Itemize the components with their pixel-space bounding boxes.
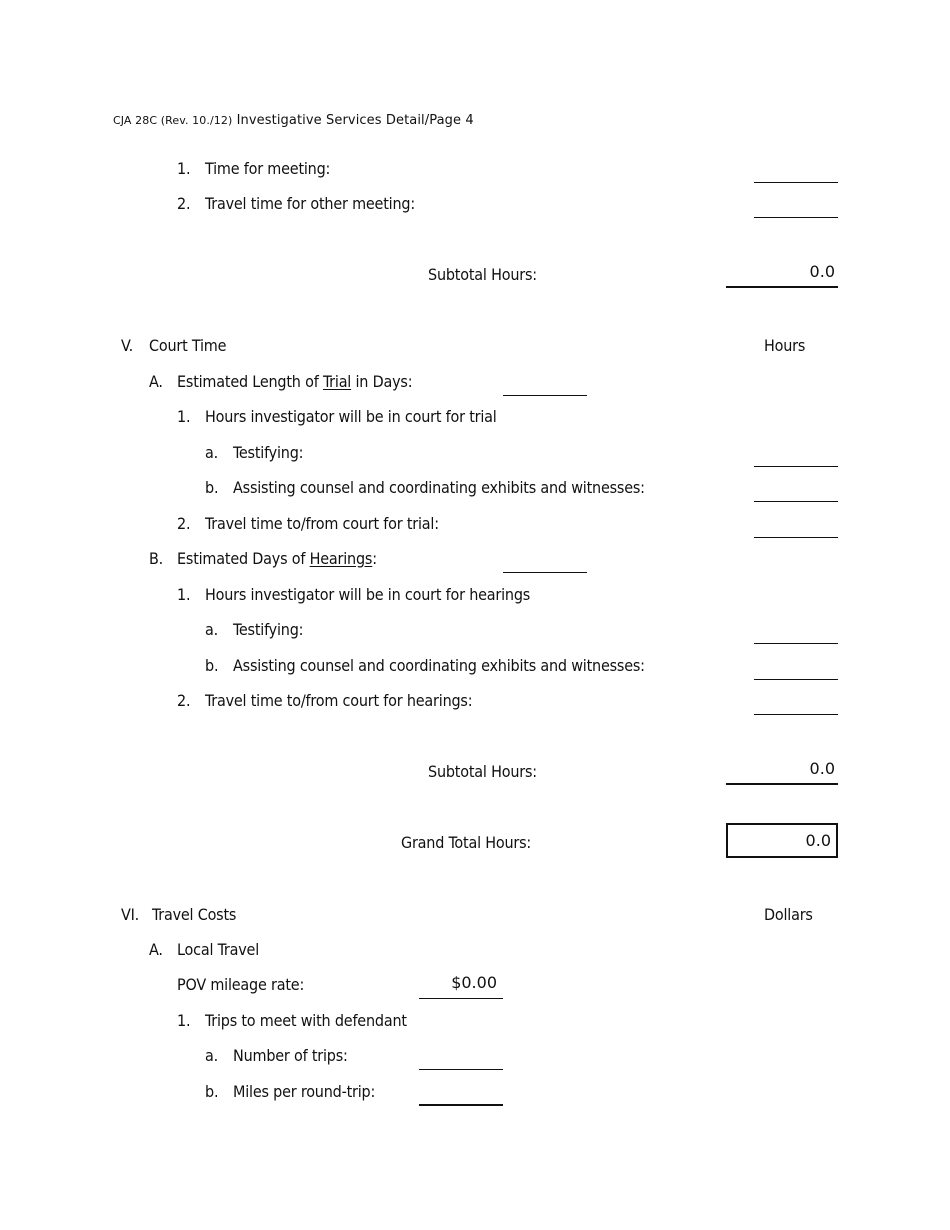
hearings-days-label <box>177 549 377 569</box>
trial-travel-field[interactable] <box>754 537 838 538</box>
hearings-travel-field[interactable] <box>754 714 838 715</box>
page-title: Investigative Services Detail/Page 4 <box>236 113 474 128</box>
meeting-item-2-num: 2. <box>177 194 191 213</box>
hearings-label-pre: Estimated Days of <box>177 549 310 568</box>
hearings-label-post: : <box>372 549 377 568</box>
section-vi-title: Travel Costs <box>152 905 237 924</box>
section-v-title: Court Time <box>149 336 227 355</box>
court-a-letter: A. <box>149 372 163 391</box>
court-a-item-2-num: 2. <box>177 514 191 533</box>
court-b-sub-a-letter: a. <box>205 620 218 639</box>
court-b-item-2-num: 2. <box>177 691 191 710</box>
court-b-sub-b-label: Assisting counsel and coordinating exhibits and witnesses: <box>233 656 645 675</box>
court-a-item-1-num: 1. <box>177 407 191 426</box>
grand-total-label: Grand Total Hours: <box>401 833 532 852</box>
meeting-subtotal-label: Subtotal Hours: <box>428 265 537 284</box>
trial-days-field[interactable] <box>503 395 587 396</box>
section-vi-num: VI. <box>121 905 140 924</box>
dollars-column-label: Dollars <box>764 905 813 924</box>
trial-label-underlined: Trial <box>322 372 352 391</box>
travel-a-sub-a-letter: a. <box>205 1046 218 1065</box>
other-meeting-travel-field[interactable] <box>754 217 838 218</box>
travel-a-item-1-label: Trips to meet with defendant <box>205 1011 407 1030</box>
travel-a-sub-b-label: Miles per round-trip: <box>233 1082 376 1101</box>
pov-mileage-label: POV mileage rate: <box>177 975 305 994</box>
court-a-item-1-label: Hours investigator will be in court for trial <box>205 407 497 426</box>
form-header <box>113 113 474 129</box>
court-b-letter: B. <box>149 549 164 568</box>
court-b-item-2-label: Travel time to/from court for hearings: <box>205 691 473 710</box>
court-b-item-1-label: Hours investigator will be in court for hearings <box>205 585 531 604</box>
meeting-subtotal-rule <box>726 286 838 288</box>
grand-total-value: 0.0 <box>805 831 831 850</box>
trial-label-pre: Estimated Length of <box>177 372 323 391</box>
pov-mileage-field[interactable] <box>419 998 503 999</box>
number-of-trips-field[interactable] <box>419 1069 503 1070</box>
court-a-sub-a-letter: a. <box>205 443 218 462</box>
pov-mileage-value: $0.00 <box>451 973 497 992</box>
miles-per-trip-field[interactable] <box>419 1104 503 1106</box>
travel-a-item-1-num: 1. <box>177 1011 191 1030</box>
hearings-assisting-field[interactable] <box>754 679 838 680</box>
form-code: CJA 28C (Rev. 10./12) <box>113 114 233 127</box>
meeting-item-2-label: Travel time for other meeting: <box>205 194 415 213</box>
trial-label-post: in Days: <box>351 372 413 391</box>
meeting-subtotal-value: 0.0 <box>809 262 835 281</box>
hearings-days-field[interactable] <box>503 572 587 573</box>
travel-a-label: Local Travel <box>177 940 259 959</box>
hours-column-label: Hours <box>764 336 806 355</box>
court-a-sub-a-label: Testifying: <box>233 443 304 462</box>
trial-assisting-field[interactable] <box>754 501 838 502</box>
trial-length-label <box>177 372 412 392</box>
court-a-sub-b-letter: b. <box>205 478 219 497</box>
court-subtotal-value: 0.0 <box>809 759 835 778</box>
court-b-sub-a-label: Testifying: <box>233 620 304 639</box>
travel-a-letter: A. <box>149 940 163 959</box>
meeting-time-field[interactable] <box>754 182 838 183</box>
court-b-sub-b-letter: b. <box>205 656 219 675</box>
court-b-item-1-num: 1. <box>177 585 191 604</box>
court-a-item-2-label: Travel time to/from court for trial: <box>205 514 439 533</box>
court-a-sub-b-label: Assisting counsel and coordinating exhibits and witnesses: <box>233 478 645 497</box>
travel-a-sub-b-letter: b. <box>205 1082 219 1101</box>
hearings-label-underlined: Hearings <box>309 549 373 568</box>
court-subtotal-rule <box>726 783 838 785</box>
trial-testifying-field[interactable] <box>754 466 838 467</box>
travel-a-sub-a-label: Number of trips: <box>233 1046 348 1065</box>
section-v-num: V. <box>121 336 133 355</box>
hearings-testifying-field[interactable] <box>754 643 838 644</box>
grand-total-box <box>726 823 838 858</box>
meeting-item-1-label: Time for meeting: <box>205 159 331 178</box>
court-subtotal-label: Subtotal Hours: <box>428 762 537 781</box>
meeting-item-1-num: 1. <box>177 159 191 178</box>
